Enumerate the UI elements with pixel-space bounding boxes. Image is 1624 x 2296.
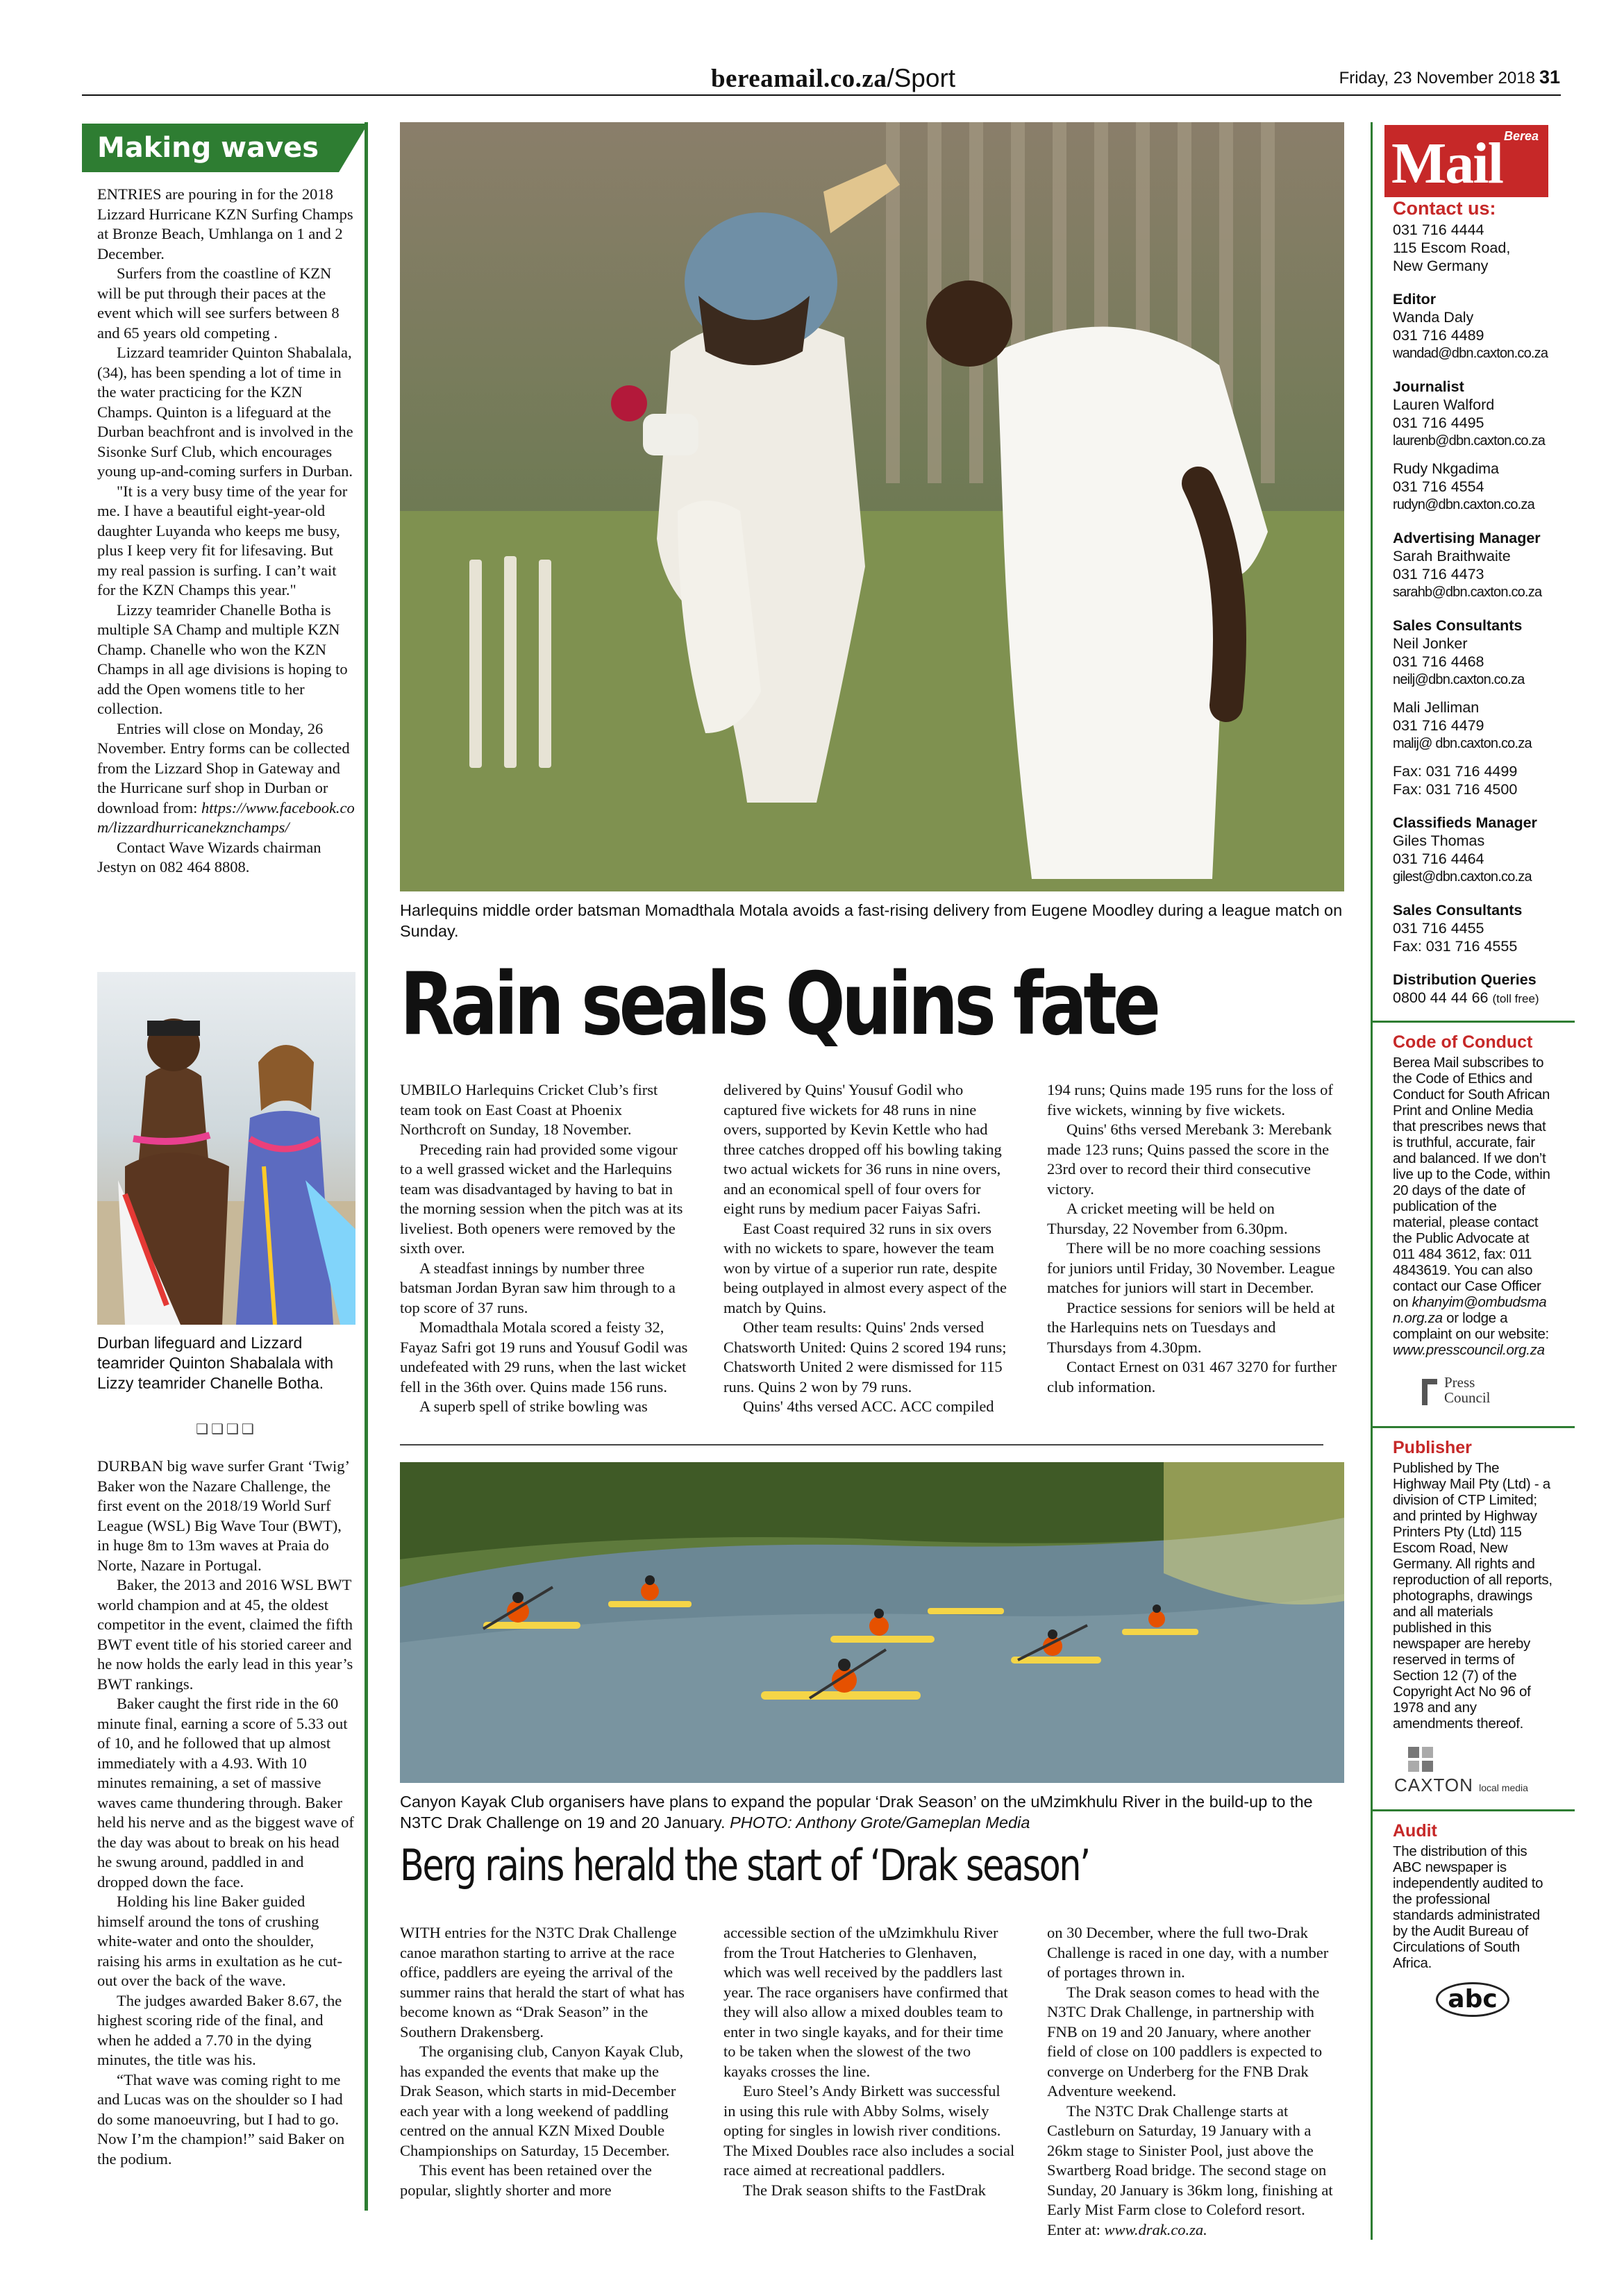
press-council-logo: Press Council — [1393, 1372, 1552, 1414]
logo-berea-text: Berea — [1503, 129, 1539, 143]
publisher-heading: Publisher — [1393, 1438, 1472, 1457]
surfers-photo — [97, 972, 355, 1325]
paragraph: This event has been retained over the popular, slightly shorter and more — [400, 2161, 652, 2199]
article-divider — [400, 1444, 1323, 1446]
paragraph: Baker, the 2013 and 2016 WSL BWT world champion and at 45, the oldest competitor in the event, claimed the fifth BWT event title of his storied career and he now holds the early lead in this year’s BWT rankings. — [97, 1576, 353, 1693]
contact-address: 115 Escom Road, — [1393, 240, 1511, 256]
paragraph: Quins' 4ths versed ACC. ACC compiled — [743, 1398, 994, 1415]
paragraph: The Drak season comes to head with the N3TC Drak Challenge, in partnership with FNB on 19 and 20 January, where another field of close on 100 paddlers is expected to converge on Underberg for the FNB Drak Adventure weekend. — [1047, 1983, 1323, 2100]
paragraph: A superb spell of strike bowling was — [419, 1398, 648, 1415]
journalist-email[interactable]: laurenb@dbn.caxton.co.za — [1393, 433, 1546, 449]
contact-address: New Germany — [1393, 258, 1489, 274]
sidebar-divider — [1371, 1426, 1575, 1428]
paragraph: "It is a very busy time of the year for me. I have a beautiful eight-year-old daughter Luyanda who keeps me busy, plus I keep very fit for lifesaving. But my real passion is surfing. I can’t wait for the KZN Champs this year." — [97, 482, 348, 598]
facebook-link[interactable]: https://www.facebook.com/lizzardhurricanekznchamps/ — [97, 798, 355, 836]
abc-logo: abc — [1393, 1982, 1552, 2021]
paragraph: Quins' 6ths versed Merebank 3: Merebank made 123 runs; Quins passed the score in the 23rd over to record their third consecutive victory. — [1047, 1121, 1332, 1198]
site-header — [625, 64, 1041, 94]
advertising-email[interactable]: sarahb@dbn.caxton.co.za — [1393, 585, 1542, 600]
cricket-column-1 — [400, 1080, 692, 1417]
paragraph: Lizzy teamrider Chanelle Botha is multiple SA Champ and multiple KZN Champ. Chanelle who won the KZN Champs in all age divisions is hoping to add the Open womens title to her collection. — [97, 601, 348, 717]
paragraph: Contact Ernest on 031 467 3270 for further club information. — [1047, 1358, 1337, 1396]
advertising-block: Advertising Manager Sarah Braithwaite 031 716 4473 sarahb@dbn.caxton.co.za — [1393, 529, 1552, 601]
contact-phone: 031 716 4444 — [1393, 221, 1484, 238]
ombudsman-email[interactable]: khanyim@ombudsman.org.za — [1393, 1294, 1547, 1326]
kayak-column-1 — [400, 1923, 692, 2200]
surfers-caption: Durban lifeguard and Lizzard teamrider Quinton Shabalala with Lizzy teamrider Chanelle Botha. — [97, 1334, 334, 1392]
photo-credit: PHOTO: Anthony Grote/Gameplan Media — [730, 1813, 1030, 1832]
paragraph: The Drak season shifts to the FastDrak — [743, 2181, 986, 2199]
paragraph: Preceding rain had provided some vigour to a well grassed wicket and the Harlequins team was disadvantaged by having to bat in the morning session when the pitch was at its liveliest. Both openers were removed by the sixth over. — [400, 1140, 683, 1257]
contact-sidebar — [1393, 196, 1552, 2021]
audit-text: The distribution of this ABC newspaper is independently audited to the professional standards administrated by the Audit Bureau of Circulations of South Africa. — [1393, 1843, 1543, 1971]
paragraph: Practice sessions for seniors will be held at the Harlequins nets on Tuesdays and Thursdays from 4.30pm. — [1047, 1298, 1335, 1356]
making-waves-article — [97, 185, 355, 878]
sales-block-2: Sales Consultants 031 716 4455 Fax: 031 716 4555 — [1393, 902, 1523, 955]
paragraph: accessible section of the uMzimkhulu River from the Trout Hatcheries to Glenhaven, which was well received by the paddlers last year. The race organisers have confirmed that they will also allow a mixed doubles team to enter in two single kayaks, and for their time to be taken when the slowest of the two kayaks crosses the line. — [723, 1924, 1008, 2080]
paragraph: There will be no more coaching sessions for juniors until Friday, 30 November. League matches for juniors will start in December. — [1047, 1239, 1335, 1296]
kayak-headline: Berg rains herald the start of ‘Drak season’ — [400, 1840, 1089, 1891]
page-number: 31 — [1539, 67, 1560, 87]
sales-email[interactable]: malij@ dbn.caxton.co.za — [1393, 736, 1532, 751]
kayak-column-3 — [1047, 1923, 1339, 2240]
cricket-caption: Harlequins middle order batsman Momadthala Motala avoids a fast-rising delivery from Eugene Moodley during a league match on Sunday. — [400, 901, 1343, 940]
cricket-column-3 — [1047, 1080, 1339, 1397]
paragraph: Holding his line Baker guided himself around the tons of crushing white-water and onto the shoulder, raising his arms in exultation as he cut-out over the back of the wave. — [97, 1893, 343, 1989]
paragraph: The organising club, Canyon Kayak Club, has expanded the events that make up the Drak Season, which starts in mid-December each year with a long weekend of paddling centred on the annual KZN Mixed Double Championships on Saturday, 15 December. — [400, 2043, 684, 2159]
cricket-photo — [400, 122, 1344, 891]
paragraph: “That wave was coming right to me and Lucas was on the shoulder so I had do some manoeuvring, but I had to go. Now I’m the champion!” said Baker on the podium. — [97, 2070, 345, 2168]
big-wave-article — [97, 1457, 355, 2169]
paragraph: Other team results: Quins' 2nds versed Chatsworth United: Quins 2 scored 194 runs; Chatsworth United 2 were dismissed for 115 runs. Quins 2 won by 79 runs. — [723, 1318, 1007, 1396]
paragraph: WITH entries for the N3TC Drak Challenge canoe marathon starting to arrive at the race office, paddlers are eyeing the arrival of the summer rains that herald the start of what has become known as “Drak Season” in the Southern Drakensberg. — [400, 1924, 685, 2041]
paragraph: Momadthala Motala scored a feisty 32, Fayaz Safri got 19 runs and Yousuf Godil was undefeated with 29 runs, when the last wicket fell in the 36th over. Quins made 156 runs. — [400, 1318, 688, 1396]
paragraph: East Coast required 32 runs in six overs with no wickets to spare, however the team won by virtue of a superior run rate, despite being outplayed in almost every aspect of the match by Quins. — [723, 1219, 1007, 1316]
publisher-text: Published by The Highway Mail Pty (Ltd) - a division of CTP Limited; and printed by Highway Printers Pty (Ltd) 115 Escom Road, New Germany. All rights and reproduction of all reports, photographs, drawings and all materials published in this newspaper are hereby reserved in terms of Section 12 (7) of the Copyright Act No 96 of 1978 and any amendments thereof. — [1393, 1460, 1552, 1732]
paragraph: Surfers from the coastline of KZN will be put through their paces at the event which will see surfers between 8 and 65 years old competing . — [97, 265, 340, 342]
paragraph: The judges awarded Baker 8.67, the highest scoring ride of the final, and when he added a 7.70 in the dying minutes, the title was his. — [97, 1991, 342, 2068]
paragraph: UMBILO Harlequins Cricket Club’s first team took on East Coast at Phoenix Northcroft on Sunday, 18 November. — [400, 1081, 658, 1138]
journalist-block: Journalist Lauren Walford 031 716 4495 laurenb@dbn.caxton.co.za Rudy Nkgadima 031 716 4554 rudyn@dbn.caxton.co.za — [1393, 378, 1552, 514]
section-name: /Sport — [887, 64, 956, 92]
kayak-column-2 — [723, 1923, 1015, 2200]
paragraph: The N3TC Drak Challenge starts at Castleburn on Saturday, 19 January with a 26km stage to Sinister Pool, just above the Swartberg Road bridge. The second stage on Sunday, 20 January is 36km long, finishing at Early Mist Farm close to Coleford resort. Enter at: www.drak.co.za. — [1047, 2102, 1333, 2238]
press-council-link[interactable]: www.presscouncil.org.za — [1393, 1342, 1545, 1358]
paragraph: Entries will close on Monday, 26 November. Entry forms can be collected from the Lizzard Shop in Gateway and the Hurricane surf shop in Durban or download from: https://www.facebook.com/lizzardhurricanekznchamps/ — [97, 719, 355, 836]
berea-mail-logo — [1384, 125, 1548, 197]
journalist-email[interactable]: rudyn@dbn.caxton.co.za — [1393, 497, 1534, 512]
making-waves-title: Making waves — [82, 124, 339, 172]
cricket-column-2 — [723, 1080, 1015, 1417]
sidebar-divider — [1371, 1021, 1575, 1023]
separator-marks: ❑❑❑❑ — [196, 1422, 257, 1437]
banner-tab — [339, 124, 368, 172]
code-text: Berea Mail subscribes to the Code of Ethics and Conduct for South African Print and Online Media that prescribes news that is truthful, accurate, fair and balanced. If we don’t live up to the Code, within 20 days of the date of publication of the material, please contact the Public Advocate at 011 484 3612, fax: 011 4843619. You can also contact our Case Officer on khanyim@ombudsman.org.za or lodge a complaint on our website: www.presscouncil.org.za — [1393, 1055, 1550, 1358]
sales-email[interactable]: neilj@dbn.caxton.co.za — [1393, 672, 1525, 687]
paragraph: delivered by Quins' Yousuf Godil who captured five wickets for 48 runs in nine overs, supported by Kevin Kettle who had three catches dropped off his bowling taking two actual wickets for 36 runs in nine overs, and an economical spell of four overs for eight runs by medium pacer Faiyas Safri. — [723, 1081, 1002, 1217]
issue-date: Friday, 23 November 2018 — [1339, 69, 1535, 87]
header-date — [1339, 67, 1560, 88]
paragraph: Baker caught the first ride in the 60 minute final, earning a score of 5.33 out of 10, and he followed that up almost immediately with a 4.93. With 10 minutes remaining, a set of massive waves came thundering through. Baker held his nerve and as the biggest wave of the day was about to break on his head he swung around, paddled in and dropped down the face. — [97, 1695, 354, 1891]
sales-block: Sales Consultants Neil Jonker 031 716 4468 neilj@dbn.caxton.co.za Mali Jelliman 031 716 4479 malij@ dbn.caxton.co.za Fax: 031 716 4499 Fax: 031 716 4500 — [1393, 617, 1552, 798]
paragraph: Contact Wave Wizards chairman Jestyn on 082 464 8808. — [97, 838, 321, 875]
drak-link[interactable]: www.drak.co.za. — [1104, 2220, 1207, 2238]
header-rule — [82, 94, 1561, 96]
caxton-icon — [1407, 1745, 1436, 1773]
site-name: bereamail.co.za — [710, 65, 887, 93]
editor-block: Editor Wanda Daly 031 716 4489 wandad@dbn.caxton.co.za — [1393, 290, 1552, 362]
classifieds-email[interactable]: gilest@dbn.caxton.co.za — [1393, 869, 1532, 885]
paragraph: ENTRIES are pouring in for the 2018 Lizzard Hurricane KZN Surfing Champs at Bronze Beach, Umhlanga on 1 and 2 December. — [97, 185, 353, 262]
kayak-caption — [400, 1791, 1344, 1833]
code-heading: Code of Conduct — [1393, 1032, 1533, 1052]
audit-heading: Audit — [1393, 1821, 1437, 1841]
paragraph: DURBAN big wave surfer Grant ‘Twig’ Baker won the Nazare Challenge, the first event on the 2018/19 World Surf League (WSL) Big Wave Tour (BWT), in huge 8m to 13m waves at Praia do Norte, Nazare in Portugal. — [97, 1457, 349, 1574]
kayak-photo — [400, 1462, 1344, 1783]
paragraph: A cricket meeting will be held on Thursday, 22 November from 6.30pm. — [1047, 1200, 1288, 1237]
paragraph: A steadfast innings by number three batsman Jordan Byran saw him through to a top score of 37 runs. — [400, 1259, 676, 1316]
paragraph: Euro Steel’s Andy Birkett was successful in using this rule with Abby Solms, wisely opting for singles in lowish river conditions. The Mixed Doubles race also includes a social race aimed at recreational paddlers. — [723, 2082, 1015, 2179]
paragraph: on 30 December, where the full two-Drak Challenge is raced in one day, with a number of portages thrown in. — [1047, 1924, 1329, 1981]
making-waves-banner — [82, 124, 368, 172]
caption-text: Canyon Kayak Club organisers have plans to expand the popular ‘Drak Season’ on the uMzimkhulu River in the build-up to the N3TC Drak Challenge on 19 and 20 January. — [400, 1793, 1313, 1832]
contact-heading: Contact us: — [1393, 198, 1496, 219]
sidebar-divider — [1371, 1809, 1575, 1811]
classifieds-block: Classifieds Manager Giles Thomas 031 716 4464 gilest@dbn.caxton.co.za — [1393, 814, 1552, 886]
caxton-logo: CAXTON local media — [1393, 1745, 1552, 1797]
editor-email[interactable]: wandad@dbn.caxton.co.za — [1393, 346, 1548, 361]
press-council-icon — [1419, 1376, 1440, 1408]
paragraph: Lizzard teamrider Quinton Shabalala, (34), has been spending a lot of time in the water practicing for the KZN Champs. Quinton is a lifeguard at the Durban beachfront and is involved in the Sisonke Surf Club, which encourages young up-and-coming surfers in Durban. — [97, 344, 353, 480]
logo-mail-text: Mail — [1391, 131, 1502, 196]
distribution-block: Distribution Queries 0800 44 44 66 (toll free) — [1393, 971, 1539, 1006]
cricket-headline: Rain seals Quins fate — [400, 955, 1157, 1055]
paragraph: 194 runs; Quins made 195 runs for the loss of five wickets, winning by five wickets. — [1047, 1081, 1333, 1118]
